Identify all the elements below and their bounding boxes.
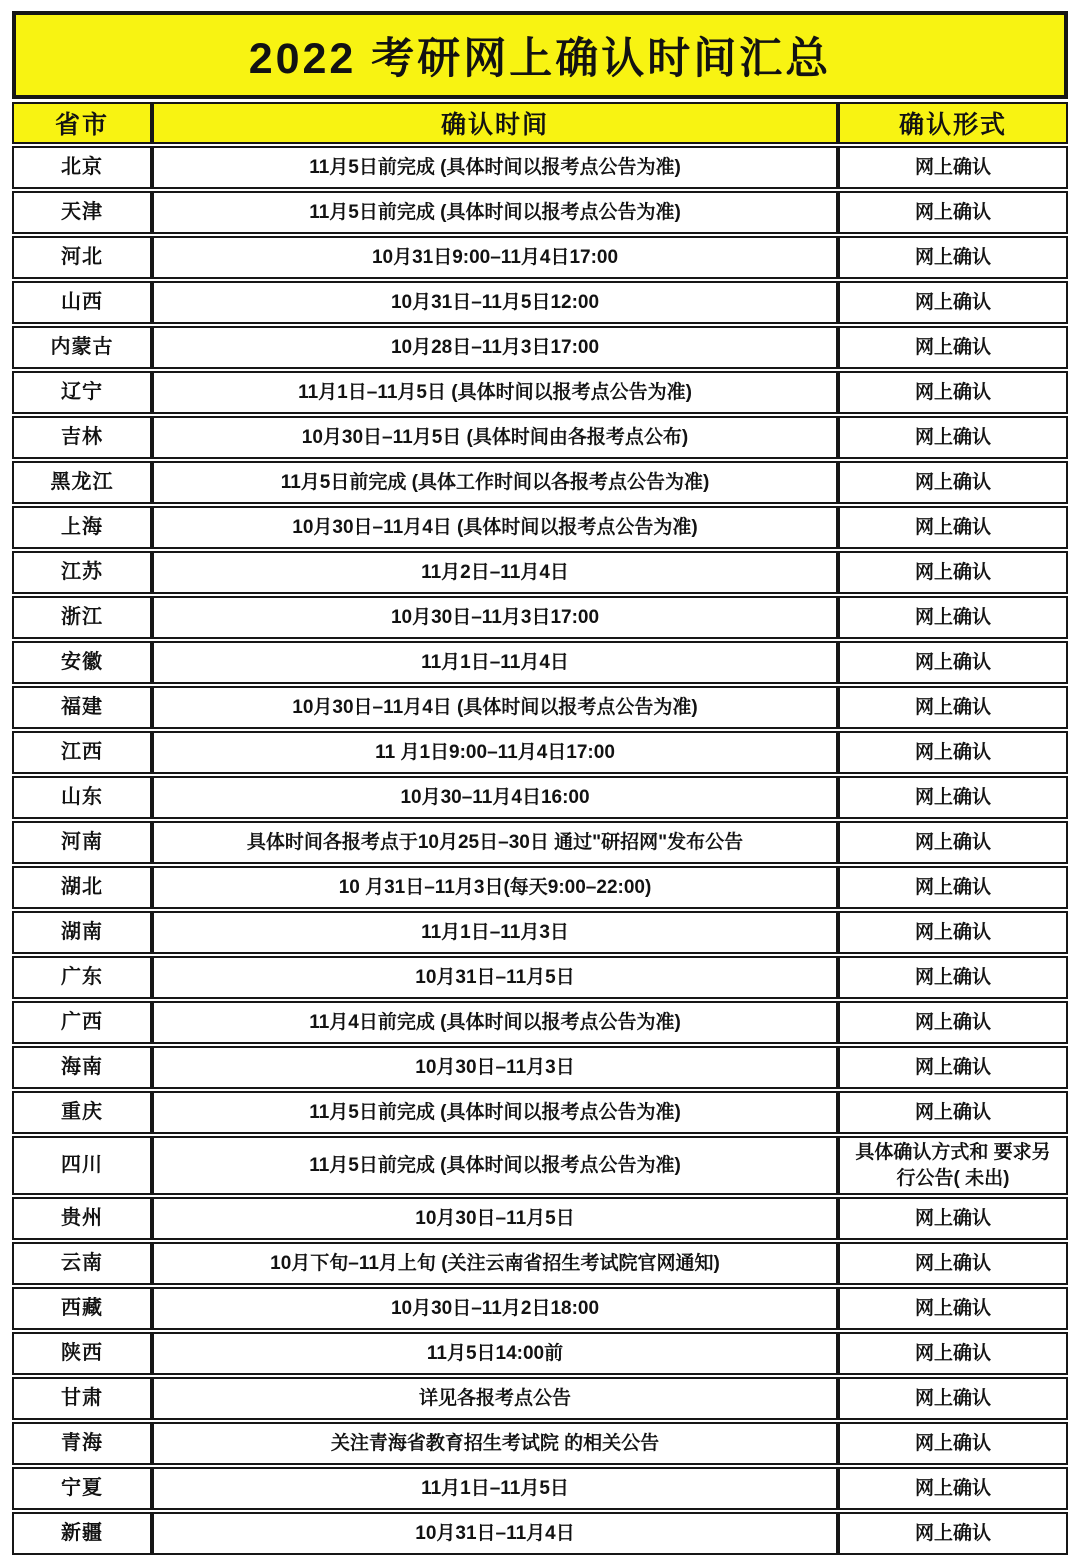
province-cell: 江西 <box>12 731 152 774</box>
confirm-form-cell: 网上确认 <box>838 1046 1068 1089</box>
confirm-time-cell: 10月30日–11月5日 (具体时间由各报考点公布) <box>152 416 838 459</box>
table-row <box>12 1422 1068 1465</box>
province-cell: 天津 <box>12 191 152 234</box>
confirm-time-cell: 11月1日–11月3日 <box>152 911 838 954</box>
province-cell: 湖北 <box>12 866 152 909</box>
province-cell: 四川 <box>12 1136 152 1195</box>
confirm-time-cell: 10月31日–11月4日 <box>152 1512 838 1555</box>
confirm-time-cell: 10月下旬–11月上旬 (关注云南省招生考试院官网通知) <box>152 1242 838 1285</box>
header-row <box>12 102 1068 144</box>
table-row <box>12 1046 1068 1089</box>
confirm-form-cell: 网上确认 <box>838 956 1068 999</box>
confirm-form-cell: 网上确认 <box>838 506 1068 549</box>
province-cell: 陕西 <box>12 1332 152 1375</box>
province-cell: 广东 <box>12 956 152 999</box>
table-row <box>12 416 1068 459</box>
table-row <box>12 1287 1068 1330</box>
confirm-form-cell: 网上确认 <box>838 1332 1068 1375</box>
table-row <box>12 956 1068 999</box>
province-cell: 山西 <box>12 281 152 324</box>
table-row <box>12 461 1068 504</box>
table-row <box>12 596 1068 639</box>
province-cell: 辽宁 <box>12 371 152 414</box>
confirm-time-cell: 10月31日–11月5日 <box>152 956 838 999</box>
province-cell: 浙江 <box>12 596 152 639</box>
province-cell: 海南 <box>12 1046 152 1089</box>
confirm-form-cell: 网上确认 <box>838 146 1068 189</box>
confirm-time-cell: 10月30日–11月3日 <box>152 1046 838 1089</box>
confirm-form-cell: 网上确认 <box>838 1377 1068 1420</box>
confirm-form-cell: 网上确认 <box>838 731 1068 774</box>
confirm-time-cell: 10月31日9:00–11月4日17:00 <box>152 236 838 279</box>
province-cell: 山东 <box>12 776 152 819</box>
table-row <box>12 1467 1068 1510</box>
province-cell: 上海 <box>12 506 152 549</box>
confirm-time-cell: 11月1日–11月5日 (具体时间以报考点公告为准) <box>152 371 838 414</box>
table-row <box>12 236 1068 279</box>
confirm-form-cell: 网上确认 <box>838 776 1068 819</box>
confirm-time-cell: 10月30日–11月4日 (具体时间以报考点公告为准) <box>152 506 838 549</box>
confirm-form-cell: 网上确认 <box>838 326 1068 369</box>
confirm-time-cell: 关注青海省教育招生考试院 的相关公告 <box>152 1422 838 1465</box>
table-row <box>12 821 1068 864</box>
table-row <box>12 281 1068 324</box>
confirm-time-cell: 10月28日–11月3日17:00 <box>152 326 838 369</box>
table-row <box>12 551 1068 594</box>
table-row <box>12 506 1068 549</box>
confirm-time-cell: 10月30日–11月5日 <box>152 1197 838 1240</box>
table-row <box>12 911 1068 954</box>
province-cell: 河北 <box>12 236 152 279</box>
province-cell: 云南 <box>12 1242 152 1285</box>
table-row <box>12 1332 1068 1375</box>
confirm-form-cell: 网上确认 <box>838 461 1068 504</box>
table-row <box>12 146 1068 189</box>
confirm-time-cell: 11月1日–11月5日 <box>152 1467 838 1510</box>
confirm-time-cell: 详见各报考点公告 <box>152 1377 838 1420</box>
table-row <box>12 191 1068 234</box>
confirm-form-cell: 具体确认方式和 要求另行公告( 未出) <box>838 1136 1068 1195</box>
table-row <box>12 1091 1068 1134</box>
confirm-time-cell: 11月5日前完成 (具体时间以报考点公告为准) <box>152 1136 838 1195</box>
confirm-form-cell: 网上确认 <box>838 1422 1068 1465</box>
province-cell: 贵州 <box>12 1197 152 1240</box>
col-header-confirm-time: 确认时间 <box>152 102 838 144</box>
province-cell: 吉林 <box>12 416 152 459</box>
province-cell: 湖南 <box>12 911 152 954</box>
confirm-time-cell: 11月5日前完成 (具体时间以报考点公告为准) <box>152 146 838 189</box>
confirm-time-cell: 11月1日–11月4日 <box>152 641 838 684</box>
confirm-form-cell: 网上确认 <box>838 641 1068 684</box>
table-row <box>12 371 1068 414</box>
province-cell: 广西 <box>12 1001 152 1044</box>
table-row <box>12 1001 1068 1044</box>
confirm-time-cell: 11月4日前完成 (具体时间以报考点公告为准) <box>152 1001 838 1044</box>
confirm-time-cell: 具体时间各报考点于10月25日–30日 通过"研招网"发布公告 <box>152 821 838 864</box>
confirm-form-cell: 网上确认 <box>838 551 1068 594</box>
province-cell: 甘肃 <box>12 1377 152 1420</box>
table-row <box>12 1197 1068 1240</box>
col-header-province: 省市 <box>12 102 152 144</box>
table-row <box>12 1136 1068 1195</box>
table-row <box>12 1512 1068 1555</box>
confirm-form-cell: 网上确认 <box>838 686 1068 729</box>
confirm-form-cell: 网上确认 <box>838 596 1068 639</box>
confirm-time-cell: 10月30日–11月3日17:00 <box>152 596 838 639</box>
confirmation-table <box>12 100 1068 1557</box>
province-cell: 新疆 <box>12 1512 152 1555</box>
confirm-time-cell: 11月5日前完成 (具体时间以报考点公告为准) <box>152 1091 838 1134</box>
confirm-form-cell: 网上确认 <box>838 191 1068 234</box>
province-cell: 安徽 <box>12 641 152 684</box>
confirm-form-cell: 网上确认 <box>838 416 1068 459</box>
confirm-form-cell: 网上确认 <box>838 1197 1068 1240</box>
confirm-form-cell: 网上确认 <box>838 281 1068 324</box>
confirm-form-cell: 网上确认 <box>838 236 1068 279</box>
confirm-form-cell: 网上确认 <box>838 1287 1068 1330</box>
province-cell: 青海 <box>12 1422 152 1465</box>
table-row <box>12 641 1068 684</box>
province-cell: 江苏 <box>12 551 152 594</box>
confirm-time-cell: 11月5日前完成 (具体时间以报考点公告为准) <box>152 191 838 234</box>
confirm-time-cell: 11月2日–11月4日 <box>152 551 838 594</box>
table-row <box>12 866 1068 909</box>
confirm-form-cell: 网上确认 <box>838 821 1068 864</box>
table-row <box>12 731 1068 774</box>
page-title: 2022 考研网上确认时间汇总 <box>12 11 1068 99</box>
confirm-form-cell: 网上确认 <box>838 911 1068 954</box>
province-cell: 内蒙古 <box>12 326 152 369</box>
confirm-form-cell: 网上确认 <box>838 1091 1068 1134</box>
province-cell: 黑龙江 <box>12 461 152 504</box>
confirm-time-cell: 10月30日–11月4日 (具体时间以报考点公告为准) <box>152 686 838 729</box>
confirm-form-cell: 网上确认 <box>838 371 1068 414</box>
table-row <box>12 1242 1068 1285</box>
table-row <box>12 686 1068 729</box>
confirm-form-cell: 网上确认 <box>838 1467 1068 1510</box>
confirm-form-cell: 网上确认 <box>838 1242 1068 1285</box>
confirm-time-cell: 10 月31日–11月3日(每天9:00–22:00) <box>152 866 838 909</box>
confirmation-summary-sheet <box>12 11 1068 1557</box>
confirm-form-cell: 网上确认 <box>838 1512 1068 1555</box>
confirm-form-cell: 网上确认 <box>838 866 1068 909</box>
confirm-time-cell: 11月5日前完成 (具体工作时间以各报考点公告为准) <box>152 461 838 504</box>
province-cell: 河南 <box>12 821 152 864</box>
confirm-time-cell: 10月30–11月4日16:00 <box>152 776 838 819</box>
province-cell: 西藏 <box>12 1287 152 1330</box>
confirm-time-cell: 11月5日14:00前 <box>152 1332 838 1375</box>
province-cell: 北京 <box>12 146 152 189</box>
table-row <box>12 1377 1068 1420</box>
table-row <box>12 776 1068 819</box>
confirm-time-cell: 10月30日–11月2日18:00 <box>152 1287 838 1330</box>
confirm-time-cell: 11 月1日9:00–11月4日17:00 <box>152 731 838 774</box>
table-row <box>12 326 1068 369</box>
col-header-confirm-form: 确认形式 <box>838 102 1068 144</box>
province-cell: 重庆 <box>12 1091 152 1134</box>
table-body <box>12 146 1068 1555</box>
confirm-form-cell: 网上确认 <box>838 1001 1068 1044</box>
confirm-time-cell: 10月31日–11月5日12:00 <box>152 281 838 324</box>
province-cell: 福建 <box>12 686 152 729</box>
province-cell: 宁夏 <box>12 1467 152 1510</box>
